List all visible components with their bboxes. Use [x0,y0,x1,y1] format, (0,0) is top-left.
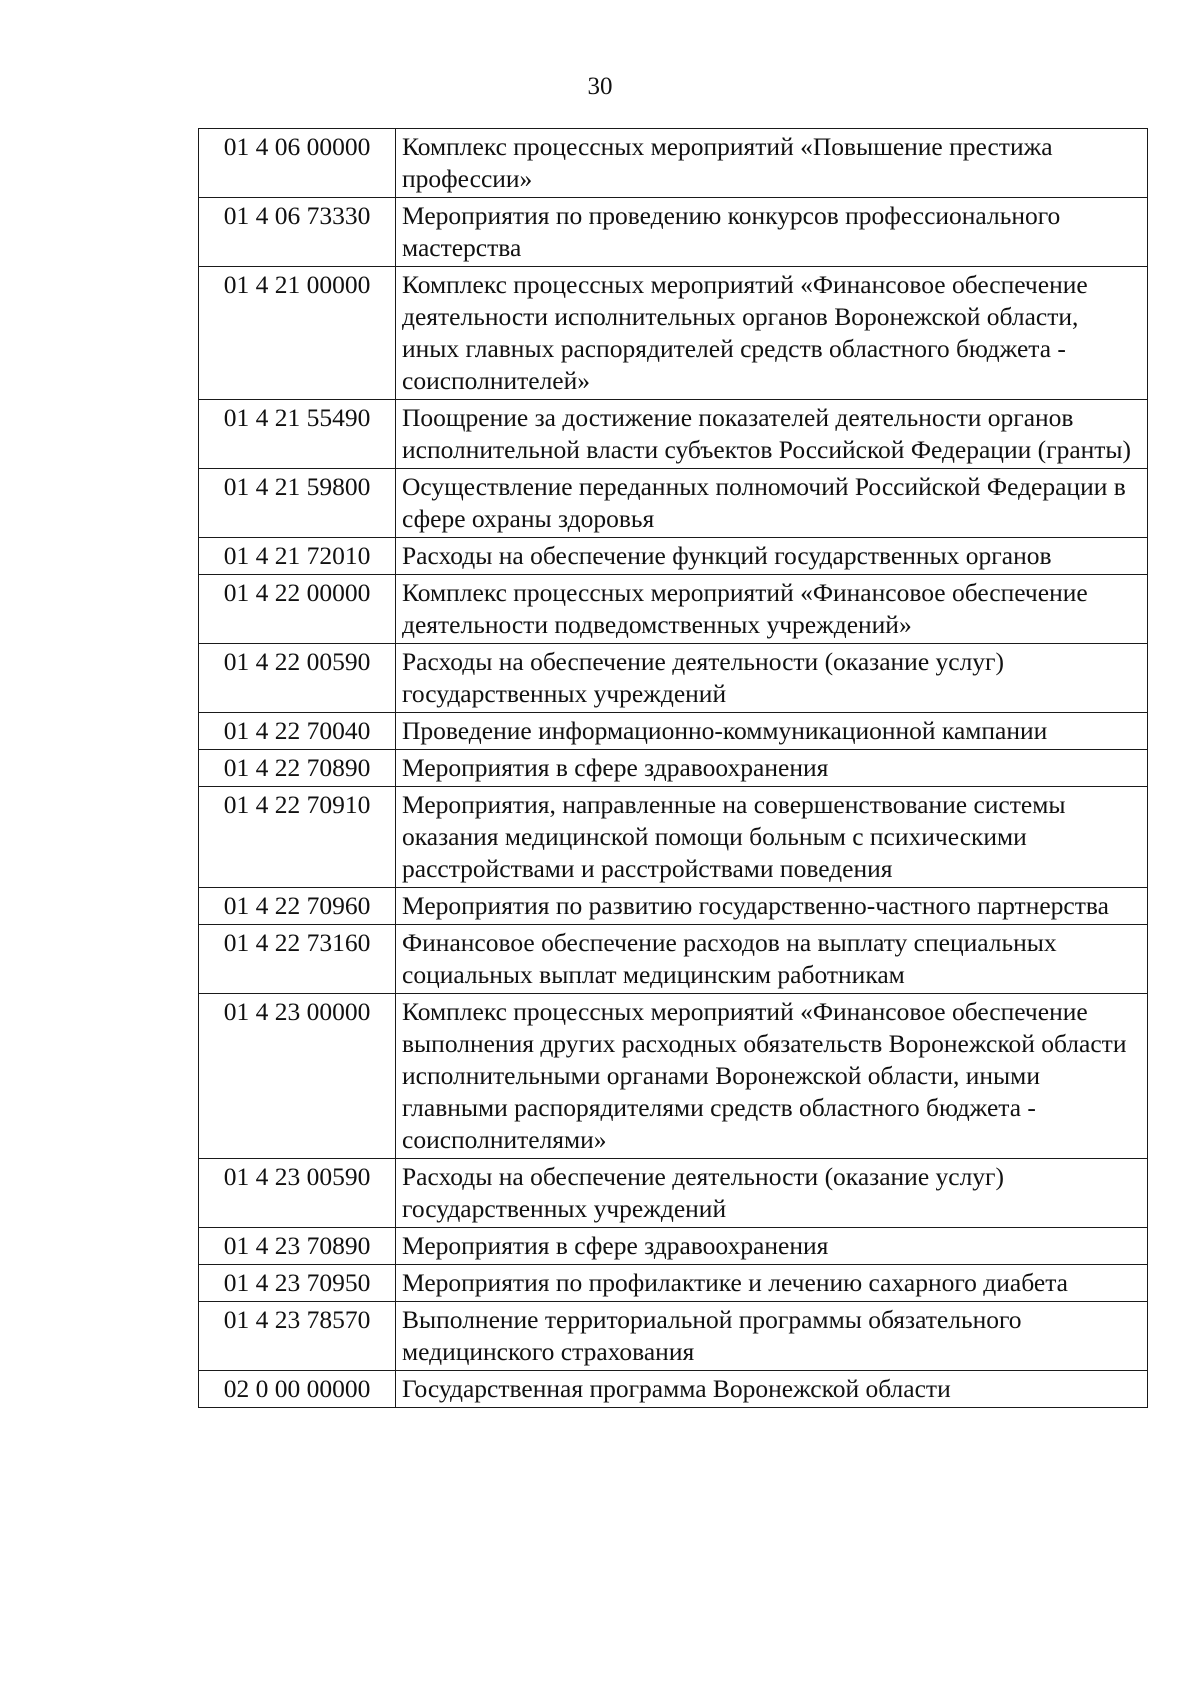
row-code: 02 0 00 00000 [199,1371,396,1408]
row-description: Комплекс процессных мероприятий «Финансовое обеспечение деятельности подведомственных учреждений» [396,575,1148,644]
row-description: Выполнение территориальной программы обязательного медицинского страхования [396,1302,1148,1371]
row-code: 01 4 21 55490 [199,400,396,469]
row-code: 01 4 23 00000 [199,994,396,1159]
row-description: Поощрение за достижение показателей деятельности органов исполнительной власти субъектов Российской Федерации (гранты) [396,400,1148,469]
table-row [199,469,1148,538]
row-description: Мероприятия в сфере здравоохранения [396,1228,1148,1265]
row-code: 01 4 21 59800 [199,469,396,538]
row-code: 01 4 22 70910 [199,787,396,888]
table-row [199,787,1148,888]
row-code: 01 4 23 70890 [199,1228,396,1265]
row-description: Мероприятия по проведению конкурсов профессионального мастерства [396,198,1148,267]
row-code: 01 4 22 70960 [199,888,396,925]
row-code: 01 4 21 72010 [199,538,396,575]
row-description: Комплекс процессных мероприятий «Финансовое обеспечение выполнения других расходных обязательств Воронежской области исполнительными органами Воронежской области, иными главными распорядителями средств областного бюджета - соисполнителями» [396,994,1148,1159]
table-row [199,1265,1148,1302]
table-row [199,644,1148,713]
row-description: Мероприятия по развитию государственно-частного партнерства [396,888,1148,925]
row-code: 01 4 22 70040 [199,713,396,750]
table-row [199,538,1148,575]
table-row [199,994,1148,1159]
row-description: Расходы на обеспечение функций государственных органов [396,538,1148,575]
table-row [199,1159,1148,1228]
table-row [199,713,1148,750]
table-row [199,1228,1148,1265]
row-description: Финансовое обеспечение расходов на выплату специальных социальных выплат медицинским работникам [396,925,1148,994]
row-code: 01 4 06 00000 [199,129,396,198]
row-code: 01 4 23 70950 [199,1265,396,1302]
row-description: Расходы на обеспечение деятельности (оказание услуг) государственных учреждений [396,644,1148,713]
row-description: Мероприятия, направленные на совершенствование системы оказания медицинской помощи больным с психическими расстройствами и расстройствами поведения [396,787,1148,888]
row-description: Мероприятия по профилактике и лечению сахарного диабета [396,1265,1148,1302]
row-code: 01 4 22 00590 [199,644,396,713]
row-description: Осуществление переданных полномочий Российской Федерации в сфере охраны здоровья [396,469,1148,538]
row-description: Проведение информационно-коммуникационной кампании [396,713,1148,750]
row-code: 01 4 22 70890 [199,750,396,787]
row-code: 01 4 23 78570 [199,1302,396,1371]
table-row [199,750,1148,787]
row-description: Мероприятия в сфере здравоохранения [396,750,1148,787]
table-row [199,575,1148,644]
table-row [199,129,1148,198]
row-code: 01 4 22 00000 [199,575,396,644]
table-row [199,925,1148,994]
table-row [199,198,1148,267]
table-row [199,400,1148,469]
budget-codes-table [198,128,1148,1408]
row-code: 01 4 22 73160 [199,925,396,994]
row-code: 01 4 21 00000 [199,267,396,400]
table-row [199,1371,1148,1408]
row-code: 01 4 06 73330 [199,198,396,267]
table-row [199,267,1148,400]
row-description: Государственная программа Воронежской области [396,1371,1148,1408]
row-description: Расходы на обеспечение деятельности (оказание услуг) государственных учреждений [396,1159,1148,1228]
page-number: 30 [587,73,613,100]
row-code: 01 4 23 00590 [199,1159,396,1228]
table-row [199,1302,1148,1371]
table-row [199,888,1148,925]
row-description: Комплекс процессных мероприятий «Финансовое обеспечение деятельности исполнительных органов Воронежской области, иных главных распорядителей средств областного бюджета - соисполнителей» [396,267,1148,400]
row-description: Комплекс процессных мероприятий «Повышение престижа профессии» [396,129,1148,198]
